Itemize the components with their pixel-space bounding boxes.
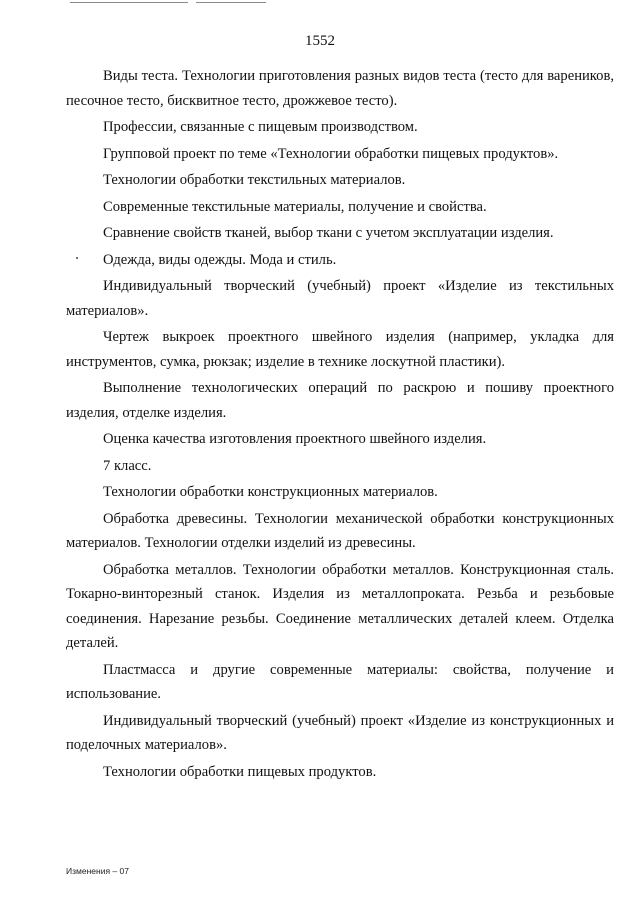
paragraph: Технологии обработки конструкционных материалов. bbox=[103, 484, 438, 500]
paragraph: Пластмасса и другие современные материалы: свойства, получение и использование. bbox=[66, 661, 614, 702]
page-number: 1552 bbox=[305, 33, 335, 49]
paragraph: Обработка древесины. Технологии механической обработки конструкционных материалов. Технологии отделки изделий из древесины. bbox=[66, 510, 614, 551]
class-heading: 7 класс. bbox=[103, 457, 152, 474]
paragraph: Индивидуальный творческий (учебный) проект «Изделие из текстильных материалов». bbox=[66, 278, 614, 319]
paragraph: Групповой проект по теме «Технологии обработки пищевых продуктов». bbox=[103, 145, 559, 162]
paragraph: Оценка качества изготовления проектного швейного изделия. bbox=[103, 431, 487, 447]
paragraph: Одежда, виды одежды. Мода и стиль. bbox=[103, 251, 337, 268]
footer-revision-note: Изменения – 07 bbox=[66, 866, 129, 876]
paragraph: Выполнение технологических операций по раскрою и пошиву проектного изделия, отделке изделия. bbox=[66, 380, 614, 421]
top-rule-right bbox=[196, 2, 266, 3]
document-body bbox=[66, 64, 614, 786]
paragraph: Чертеж выкроек проектного швейного изделия (например, укладка для инструментов, сумка, рюкзак; изделие в технике лоскутной пластики). bbox=[66, 329, 614, 370]
paragraph: Технологии обработки текстильных материалов. bbox=[103, 172, 406, 188]
paragraph: Виды теста. Технологии приготовления разных видов теста (тесто для вареников, песочное тесто, бисквитное тесто, дрожжевое тесто). bbox=[66, 68, 614, 109]
paragraph: Индивидуальный творческий (учебный) проект «Изделие из конструкционных и поделочных материалов». bbox=[66, 712, 614, 753]
paragraph: Сравнение свойств тканей, выбор ткани с учетом эксплуатации изделия. bbox=[103, 225, 554, 241]
paragraph: Технологии обработки пищевых продуктов. bbox=[103, 763, 377, 780]
paragraph: Профессии, связанные с пищевым производством. bbox=[103, 119, 418, 135]
paragraph: Современные текстильные материалы, получение и свойства. bbox=[103, 198, 487, 215]
top-rule-left bbox=[70, 2, 188, 3]
paragraph: Обработка металлов. Технологии обработки металлов. Конструкционная сталь. Токарно-винторезный станок. Изделия из металлопроката. Резьба и резьбовые соединения. Нарезание резьбы. Соединение металлических деталей клеем. Отделка деталей. bbox=[66, 561, 614, 651]
